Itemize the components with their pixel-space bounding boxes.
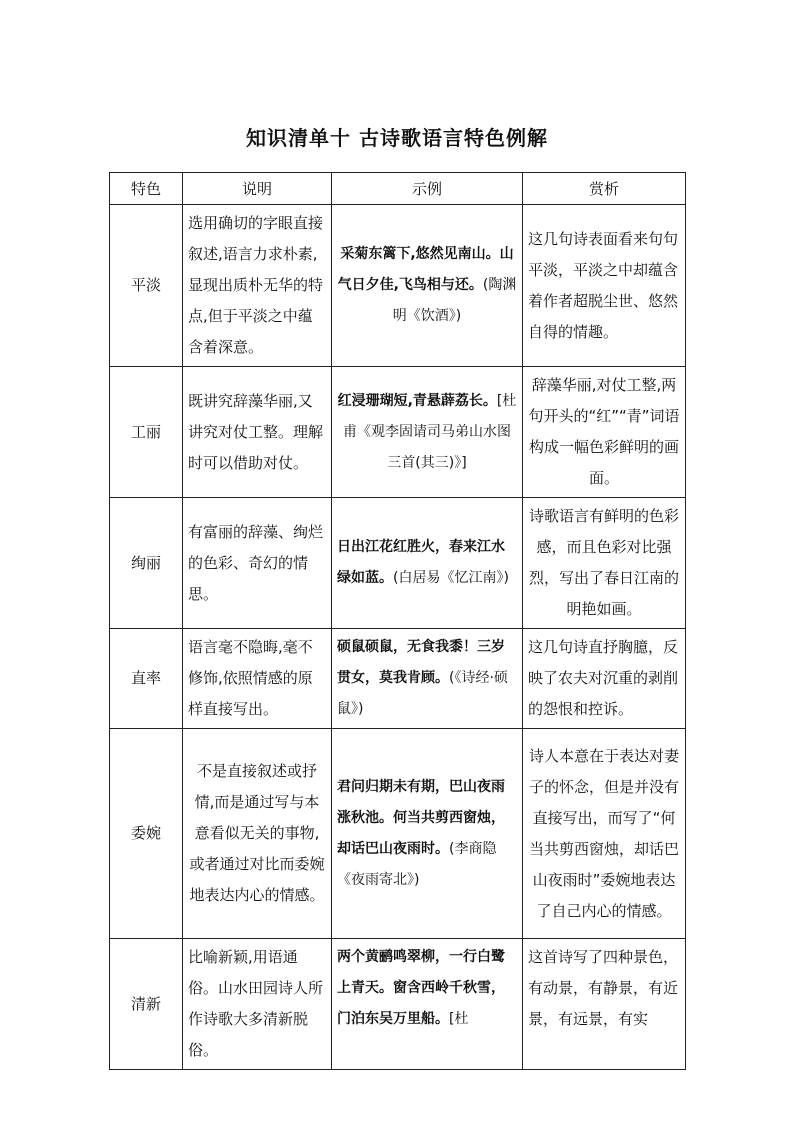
example-cell [332, 729, 523, 939]
header-example: 示例 [332, 173, 523, 205]
table-row [110, 629, 686, 729]
description-cell: 不是直接叙述或抒情,而是通过写与本意看似无关的事物,或者通过对比而委婉地表达内心的情感。 [183, 729, 332, 939]
example-text: 两个黄鹂鸣翠柳，一行白鹭上青天。窗含西岭千秋雪，门泊东吴万里船。 [337, 949, 505, 1027]
example-source: [杜 [449, 1011, 469, 1027]
appreciation-cell: 诗人本意在于表达对妻子的怀念，但是并没有直接写出，而写了“何当共剪西窗烛，却话巴山夜雨时”委婉地表达了自己内心的情感。 [523, 729, 686, 939]
appreciation-cell: 辞藻华丽,对仗工整,两句开头的“红”“青”词语构成一幅色彩鲜明的画面。 [523, 367, 686, 498]
example-cell [332, 205, 523, 367]
example-source: (白居易《忆江南》) [393, 570, 509, 586]
appreciation-cell: 这几句诗直抒胸臆，反映了农夫对沉重的剥削的怨恨和控诉。 [523, 629, 686, 729]
example-text: 日出江花红胜火，春来江水绿如蓝。 [337, 539, 505, 586]
example-cell [332, 939, 523, 1070]
feature-cell: 清新 [110, 939, 183, 1070]
example-source: [杜甫《观李固请司马弟山水图三首(其三)》] [343, 392, 517, 471]
appreciation-cell: 这几句诗表面看来句句平淡，平淡之中却蕴含着作者超脱尘世、悠然自得的情趣。 [523, 205, 686, 367]
example-text: 君问归期未有期，巴山夜雨涨秋池。何当共剪西窗烛，却话巴山夜雨时。 [337, 778, 505, 857]
example-text: 采菊东篱下,悠然见南山。山气日夕佳,飞鸟相与还。 [337, 246, 514, 293]
page-title: 知识清单十 古诗歌语言特色例解 [246, 126, 548, 150]
header-appreciation: 赏析 [523, 173, 686, 205]
example-text: 红浸珊瑚短,青悬薜荔长。 [337, 392, 497, 409]
description-cell: 比喻新颖,用语通俗。山水田园诗人所作诗歌大多清新脱俗。 [183, 939, 332, 1070]
example-cell [332, 498, 523, 629]
table-row [110, 205, 686, 367]
table-header-row [110, 173, 686, 205]
appreciation-cell: 这首诗写了四种景色，有动景，有静景，有近景，有远景，有实 [523, 939, 686, 1070]
example-source: (李商隐《夜雨寄北》) [337, 840, 497, 888]
example-text: 硕鼠硕鼠，无食我黍！三岁贯女，莫我肯顾。 [337, 639, 505, 686]
description-cell: 选用确切的字眼直接叙述,语言力求朴素,显现出质朴无华的特点,但于平淡之中蕴含着深意。 [183, 205, 332, 367]
description-cell: 既讲究辞藻华丽,又讲究对仗工整。理解时可以借助对仗。 [183, 367, 332, 498]
example-cell [332, 367, 523, 498]
table-row [110, 498, 686, 629]
feature-cell: 绚丽 [110, 498, 183, 629]
feature-cell: 平淡 [110, 205, 183, 367]
example-cell [332, 629, 523, 729]
feature-cell: 委婉 [110, 729, 183, 939]
appreciation-cell: 诗歌语言有鲜明的色彩感，而且色彩对比强烈，写出了春日江南的明艳如画。 [523, 498, 686, 629]
table-row [110, 729, 686, 939]
header-description: 说明 [183, 173, 332, 205]
table-row [110, 367, 686, 498]
description-cell: 语言毫不隐晦,毫不修饰,依照情感的原样直接写出。 [183, 629, 332, 729]
features-table [109, 172, 686, 1070]
header-feature: 特色 [110, 173, 183, 205]
example-source: (陶渊明《饮酒》) [392, 277, 517, 324]
description-cell: 有富丽的辞藻、绚烂的色彩、奇幻的情思。 [183, 498, 332, 629]
example-source: (《诗经·硕鼠》) [337, 670, 508, 717]
feature-cell: 工丽 [110, 367, 183, 498]
table-row [110, 939, 686, 1070]
feature-cell: 直率 [110, 629, 183, 729]
